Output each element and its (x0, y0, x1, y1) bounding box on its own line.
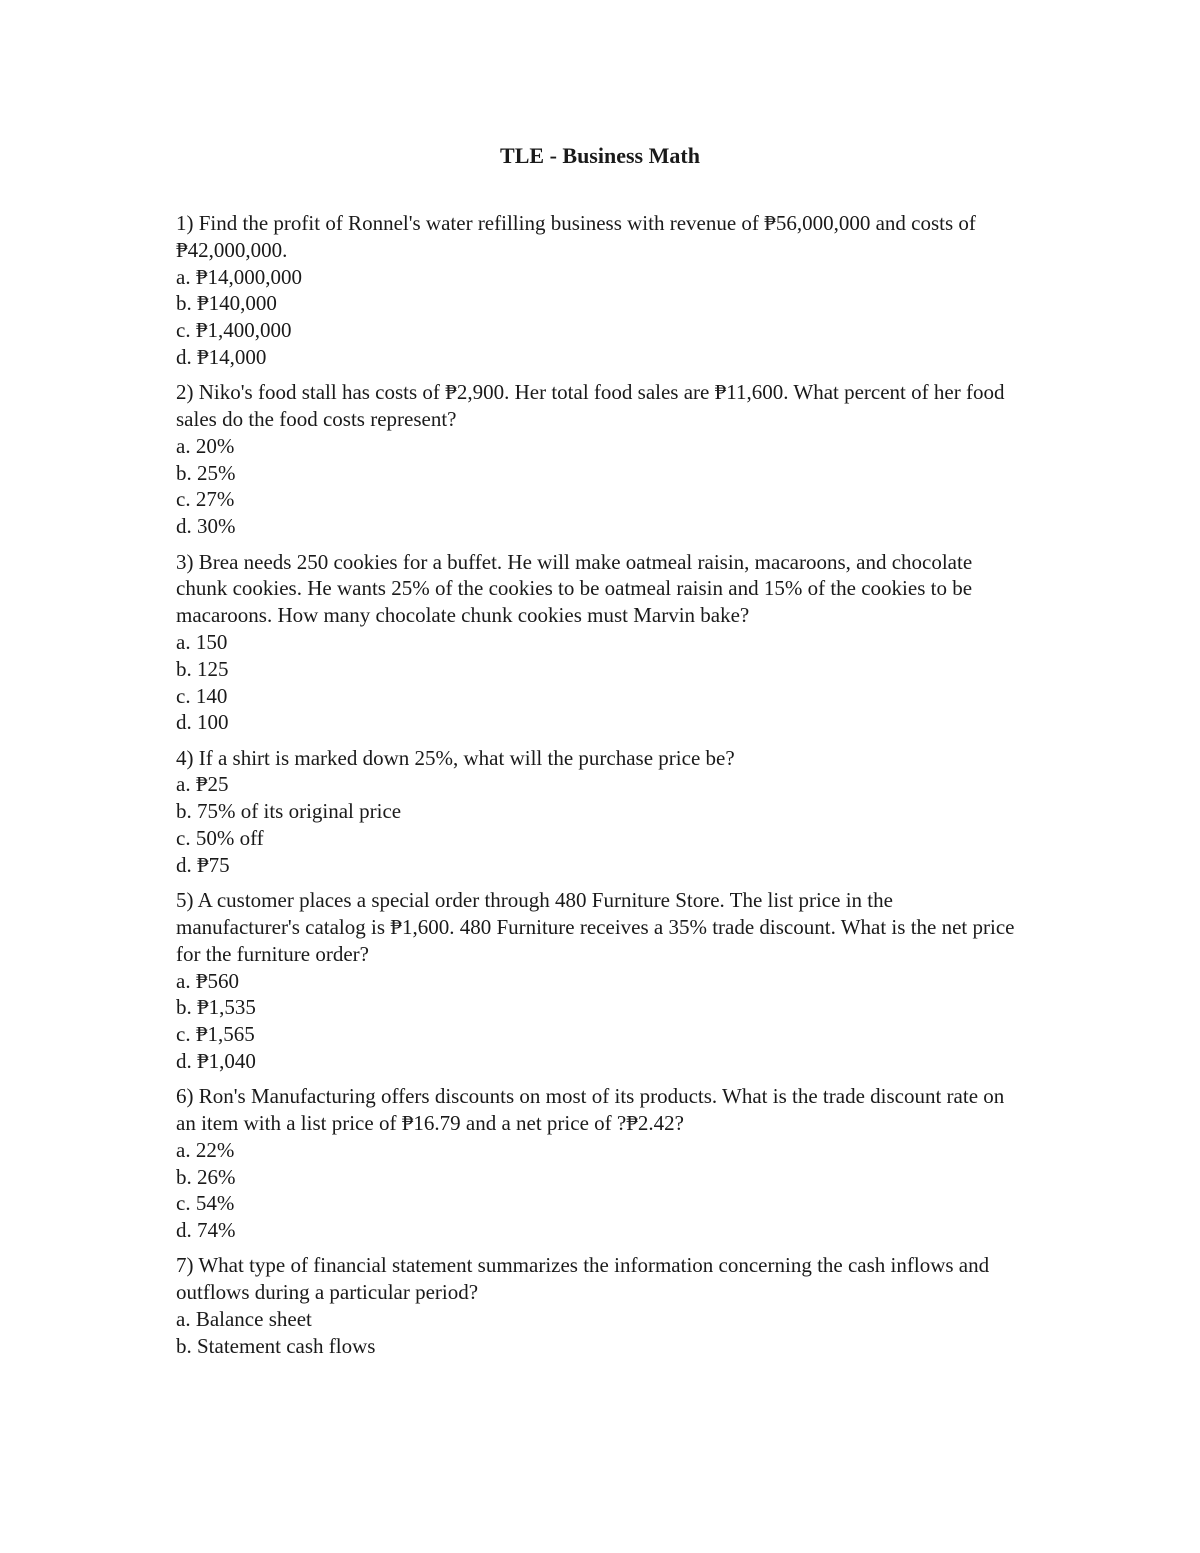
option-d: d. 100 (176, 710, 229, 735)
question-list (176, 210, 1016, 1368)
option-a: a. 22% (176, 1137, 235, 1162)
option-d: d. 74% (176, 1218, 236, 1243)
option-d: d. ₱75 (176, 852, 230, 877)
option-c: c. 27% (176, 487, 235, 512)
question-text: 1) Find the profit of Ronnel's water refilling business with revenue of ₱56,000,000 and costs of ₱42,000,000. (176, 211, 976, 262)
option-list (176, 264, 1016, 371)
question-2 (176, 379, 1016, 540)
option-a: a. 20% (176, 433, 235, 458)
option-list (176, 771, 1016, 878)
question-text: 4) If a shirt is marked down 25%, what will the purchase price be? (176, 745, 735, 770)
option-c: c. 54% (176, 1191, 235, 1216)
question-6 (176, 1083, 1016, 1244)
option-b: b. 26% (176, 1164, 236, 1189)
option-list (176, 1306, 1016, 1360)
option-b: b. ₱1,535 (176, 995, 256, 1020)
option-d: d. ₱1,040 (176, 1048, 256, 1073)
option-b: b. Statement cash flows (176, 1333, 376, 1358)
question-4 (176, 745, 1016, 879)
option-a: a. ₱560 (176, 968, 239, 993)
question-text: 6) Ron's Manufacturing offers discounts on most of its products. What is the trade discount rate on an item with a list price of ₱16.79 and a net price of ?₱2.42? (176, 1084, 1005, 1135)
option-b: b. ₱140,000 (176, 291, 277, 316)
option-c: c. ₱1,400,000 (176, 318, 292, 343)
document-title: TLE - Business Math (500, 143, 700, 168)
question-text: 2) Niko's food stall has costs of ₱2,900. Her total food sales are ₱11,600. What percent of her food sales do the food costs represent? (176, 380, 1005, 432)
option-a: a. 150 (176, 629, 228, 654)
option-c: c. ₱1,565 (176, 1022, 255, 1047)
option-a: a. ₱14,000,000 (176, 264, 302, 289)
question-text: 7) What type of financial statement summarizes the information concerning the cash inflows and outflows during a particular period? (176, 1253, 990, 1305)
option-b: b. 25% (176, 460, 236, 485)
option-b: b. 125 (176, 656, 229, 681)
question-7 (176, 1252, 1016, 1359)
option-d: d. 30% (176, 514, 236, 539)
option-a: a. ₱25 (176, 772, 229, 797)
option-c: c. 50% off (176, 826, 264, 851)
question-1 (176, 210, 1016, 371)
option-list (176, 433, 1016, 540)
option-b: b. 75% of its original price (176, 799, 402, 824)
option-d: d. ₱14,000 (176, 344, 267, 369)
option-c: c. 140 (176, 683, 228, 708)
question-5 (176, 887, 1016, 1075)
question-3 (176, 549, 1016, 737)
option-list (176, 968, 1016, 1075)
option-list (176, 1137, 1016, 1244)
question-text: 3) Brea needs 250 cookies for a buffet. He will make oatmeal raisin, macaroons, and chocolate chunk cookies. He wants 25% of the cookies to be oatmeal raisin and 15% of the cookies to be macaroons. How many chocolate chunk cookies must Marvin bake? (176, 549, 973, 628)
option-list (176, 629, 1016, 736)
question-text: 5) A customer places a special order through 480 Furniture Store. The list price in the manufacturer's catalog is ₱1,600. 480 Furniture receives a 35% trade discount. What is the net price for the furniture order? (176, 888, 1015, 966)
option-a: a. Balance sheet (176, 1307, 312, 1332)
